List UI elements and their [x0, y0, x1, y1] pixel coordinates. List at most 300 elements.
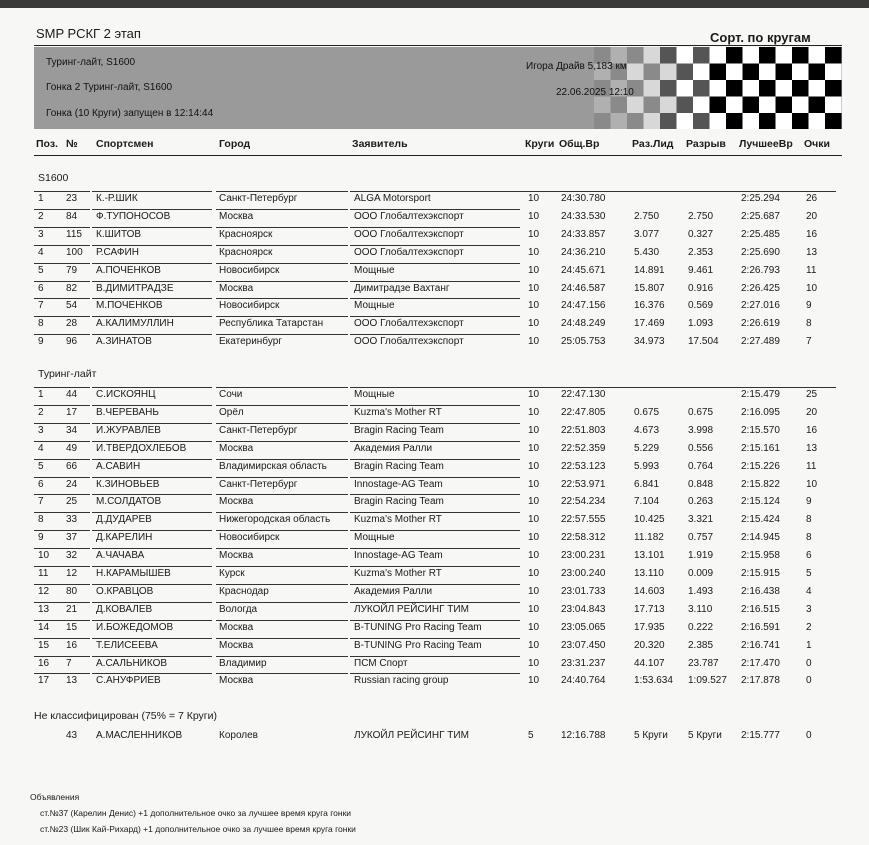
row-rule [64, 656, 90, 657]
cell-driver: Д.КАРЕЛИН [96, 532, 153, 544]
row-rule [92, 316, 212, 317]
table-row [0, 620, 869, 637]
cell-laps: 10 [528, 568, 540, 579]
row-rule [350, 584, 520, 585]
row-rule [92, 245, 212, 246]
cell-pos: 8 [38, 318, 44, 330]
table-row [0, 281, 869, 298]
row-rule [64, 191, 90, 192]
cell-points: 2 [806, 621, 812, 633]
row-rule [64, 263, 90, 264]
table-row [0, 245, 869, 262]
cell-city: Москва [219, 639, 254, 651]
cell-entrant: Академия Ралли [354, 585, 433, 597]
cell-no: 7 [66, 657, 72, 669]
row-rule [520, 191, 836, 192]
cell-total: 24:40.764 [561, 675, 606, 687]
announcement-line-2: ст.№23 (Шик Кай-Рихард) +1 дополнительное очко за лучшее время круга гонки [40, 824, 356, 834]
row-rule [34, 191, 64, 192]
row-rule [34, 566, 64, 567]
row-rule [216, 477, 348, 478]
cell-city: Королев [219, 730, 258, 741]
row-rule [92, 459, 212, 460]
date-line: 22.06.2025 12:10 [556, 87, 634, 98]
cell-total: 23:00.240 [561, 568, 606, 579]
cell-points: 25 [806, 389, 818, 400]
cell-no: 37 [66, 532, 78, 544]
cell-total: 24:48.249 [561, 318, 606, 330]
cell-entrant: Димитрадзе Вахтанг [354, 282, 450, 294]
cell-pos: 4 [38, 246, 44, 258]
cell-entrant: ООО Глобалтехэкспорт [354, 318, 464, 330]
table-row [0, 602, 869, 619]
cell-pos: 14 [38, 621, 50, 633]
cell-entrant: ООО Глобалтехэкспорт [354, 210, 464, 222]
row-rule [92, 227, 212, 228]
cell-no: 54 [66, 300, 78, 312]
row-rule [64, 584, 90, 585]
row-rule [350, 638, 520, 639]
cell-points: 11 [806, 264, 817, 276]
row-rule [216, 656, 348, 657]
cell-best: 2:14.945 [741, 532, 780, 544]
cell-points: 20 [806, 406, 818, 418]
cell-no: 79 [66, 264, 78, 276]
cell-gap: 0.263 [688, 496, 714, 508]
cell-entrant: Russian racing group [354, 675, 449, 687]
cell-city: Краснодар [219, 585, 269, 597]
cell-best: 2:15.124 [741, 496, 780, 508]
cell-no: 49 [66, 442, 78, 454]
row-rule [350, 387, 520, 388]
table-row [0, 656, 869, 673]
cell-points: 10 [806, 478, 818, 490]
col-city: Город [219, 138, 251, 150]
table-row [0, 512, 869, 529]
cell-city: Санкт-Петербург [219, 478, 298, 490]
cell-total: 23:31.237 [561, 657, 606, 669]
cell-gap-leader: 14.603 [634, 585, 665, 597]
announcement-line-1: ст.№37 (Карелин Денис) +1 дополнительное очко за лучшее время круга гонки [40, 808, 352, 818]
row-rule [216, 673, 348, 674]
cell-driver: К.ЗИНОВЬЕВ [96, 478, 160, 490]
cell-points: 16 [806, 424, 818, 436]
cell-driver: Т.ЕЛИСЕЕВА [96, 639, 158, 651]
cell-pos: 1 [38, 389, 44, 400]
cell-best: 2:26.425 [741, 282, 780, 294]
cell-best: 2:25.690 [741, 246, 780, 258]
col-total: Общ.Вр [559, 138, 600, 150]
col-entrant: Заявитель [352, 138, 408, 150]
cell-pos: 5 [38, 460, 44, 472]
cell-pos: 3 [38, 424, 44, 436]
cell-points: 10 [806, 282, 818, 294]
cell-driver: А.САВИН [96, 460, 141, 472]
cell-best: 2:25.485 [741, 228, 780, 240]
cell-city: Новосибирск [219, 264, 280, 276]
cell-gap-leader: 4.673 [634, 424, 660, 436]
cell-gap: 17.504 [688, 336, 719, 348]
row-rule [34, 405, 64, 406]
cell-gap: 9.461 [688, 264, 714, 276]
row-rule [92, 602, 212, 603]
cell-entrant: ООО Глобалтехэкспорт [354, 228, 464, 240]
cell-gap-leader: 5.993 [634, 460, 660, 472]
cell-gap: 0.569 [688, 300, 714, 312]
table-row [0, 548, 869, 565]
row-rule [92, 656, 212, 657]
track-line: Игора Драйв 5,183 км [526, 61, 627, 72]
cell-best: 2:15.958 [741, 550, 780, 562]
cell-points: 7 [806, 336, 812, 348]
table-row [0, 566, 869, 583]
cell-no: 25 [66, 496, 78, 508]
cell-gap: 0.556 [688, 442, 714, 454]
row-rule [92, 191, 212, 192]
cell-gap-leader: 6.841 [634, 478, 660, 490]
cell-gap-leader: 34.973 [634, 336, 665, 348]
cell-city: Москва [219, 442, 254, 454]
row-rule [64, 209, 90, 210]
cell-driver: А.ЗИНАТОВ [96, 336, 152, 348]
row-rule [216, 387, 348, 388]
cell-gap: 2.750 [688, 210, 714, 222]
cell-gap: 0.757 [688, 532, 714, 544]
row-rule [34, 334, 64, 335]
cell-gap: 3.321 [688, 514, 714, 526]
cell-laps: 10 [528, 424, 540, 436]
cell-pos: 10 [38, 550, 50, 562]
cell-entrant: ООО Глобалтехэкспорт [354, 336, 464, 348]
cell-no: 96 [66, 336, 78, 348]
row-rule [92, 263, 212, 264]
cell-best: 2:15.479 [741, 389, 780, 400]
cell-gap: 3.998 [688, 424, 714, 436]
race-info-band [34, 47, 842, 129]
row-rule [64, 298, 90, 299]
cell-entrant: Мощные [354, 300, 395, 312]
cell-laps: 10 [528, 585, 540, 597]
cell-no: 17 [66, 406, 78, 418]
cell-city: Орёл [219, 406, 244, 418]
cell-gap-leader: 3.077 [634, 228, 660, 240]
group-title-s1600: S1600 [38, 172, 69, 184]
table-row [0, 459, 869, 476]
cell-gap-leader: 5 Круги [634, 730, 668, 741]
cell-driver: А.ЧАЧАВА [96, 550, 145, 562]
row-rule [64, 512, 90, 513]
cell-gap: 1.919 [688, 550, 714, 562]
cell-best: 2:16.515 [741, 603, 780, 615]
cell-pos: 1 [38, 193, 44, 204]
cell-city: Санкт-Петербург [219, 424, 298, 436]
cell-best: 2:16.438 [741, 585, 780, 597]
cell-no: 82 [66, 282, 78, 294]
cell-city: Москва [219, 496, 254, 508]
cell-no: 43 [66, 730, 78, 741]
row-rule [92, 298, 212, 299]
table-row [0, 405, 869, 422]
cell-gap-leader: 11.182 [634, 532, 664, 544]
row-rule [34, 512, 64, 513]
row-rule [92, 512, 212, 513]
row-rule [64, 638, 90, 639]
cell-laps: 10 [528, 550, 540, 562]
row-rule [64, 441, 90, 442]
cell-best: 2:15.570 [741, 424, 780, 436]
cell-pos: 4 [38, 442, 44, 454]
cell-laps: 10 [528, 621, 540, 633]
table-row [0, 530, 869, 547]
cell-total: 24:45.671 [561, 264, 606, 276]
cell-best: 2:15.226 [741, 460, 780, 472]
row-rule [350, 620, 520, 621]
cell-best: 2:16.591 [741, 621, 780, 633]
cell-no: 23 [66, 193, 78, 204]
cell-gap-leader: 17.469 [634, 318, 665, 330]
cell-pos: 17 [38, 675, 50, 687]
cell-pos: 2 [38, 406, 44, 418]
cell-city: Красноярск [219, 246, 273, 258]
cell-city: Новосибирск [219, 532, 280, 544]
row-rule [350, 566, 520, 567]
cell-driver: В.ЧЕРЕВАНЬ [96, 406, 159, 418]
cell-gap: 1.093 [688, 318, 714, 330]
cell-laps: 10 [528, 406, 540, 418]
cell-city: Владимир [219, 657, 267, 669]
cell-pos: 7 [38, 300, 44, 312]
cell-city: Вологда [219, 603, 258, 615]
cell-no: 80 [66, 585, 78, 597]
row-rule [92, 584, 212, 585]
sort-label: Сорт. по кругам [710, 30, 811, 45]
cell-best: 2:25.687 [741, 210, 780, 222]
class-line: Туринг-лайт, S1600 [46, 57, 136, 68]
cell-city: Москва [219, 210, 254, 222]
cell-laps: 10 [528, 496, 540, 508]
cell-gap-leader: 2.750 [634, 210, 660, 222]
cell-city: Владимирская область [219, 460, 327, 472]
cell-gap-leader: 5.430 [634, 246, 660, 258]
cell-no: 33 [66, 514, 78, 526]
cell-laps: 10 [528, 228, 540, 240]
cell-pos: 9 [38, 532, 44, 544]
race-line: Гонка 2 Туринг-лайт, S1600 [46, 82, 173, 93]
cell-driver: И.БОЖЕДОМОВ [96, 621, 174, 633]
cell-total: 24:46.587 [561, 282, 606, 294]
row-rule [350, 459, 520, 460]
row-rule [34, 298, 64, 299]
cell-no: 100 [66, 246, 83, 258]
cell-best: 2:15.822 [741, 478, 780, 490]
cell-points: 13 [806, 246, 818, 258]
cell-total: 22:54.234 [561, 496, 606, 508]
col-laps: Круги [525, 138, 555, 150]
cell-best: 2:27.016 [741, 300, 780, 312]
table-row [0, 227, 869, 244]
cell-driver: А.ПОЧЕНКОВ [96, 264, 161, 276]
row-rule [34, 494, 64, 495]
cell-gap-leader: 13.101 [634, 550, 665, 562]
table-row [0, 209, 869, 226]
row-rule [64, 494, 90, 495]
cell-laps: 10 [528, 478, 540, 490]
cell-driver: Ф.ТУПОНОСОВ [96, 210, 171, 222]
row-rule [216, 459, 348, 460]
cell-points: 13 [806, 442, 818, 454]
cell-pos: 6 [38, 282, 44, 294]
row-rule [92, 530, 212, 531]
cell-entrant: Bragin Racing Team [354, 496, 444, 508]
row-rule [34, 281, 64, 282]
cell-driver: А.КАЛИМУЛЛИН [96, 318, 174, 330]
cell-pos: 6 [38, 478, 44, 490]
start-line: Гонка (10 Круги) запущен в 12:14:44 [46, 108, 214, 119]
cell-points: 20 [806, 210, 818, 222]
cell-gap-leader: 16.376 [634, 300, 665, 312]
cell-entrant: ЛУКОЙЛ РЕЙСИНГ ТИМ [354, 730, 469, 741]
cell-pos: 13 [38, 603, 50, 615]
row-rule [350, 227, 520, 228]
row-rule [216, 638, 348, 639]
row-rule [216, 227, 348, 228]
row-rule [92, 620, 212, 621]
row-rule [92, 334, 212, 335]
cell-best: 2:15.915 [741, 568, 780, 579]
cell-gap: 0.222 [688, 621, 714, 633]
cell-no: 28 [66, 318, 78, 330]
table-row [0, 477, 869, 494]
row-rule [34, 459, 64, 460]
row-rule [350, 673, 520, 674]
cell-driver: Д.КОВАЛЕВ [96, 603, 153, 615]
row-rule [216, 441, 348, 442]
cell-laps: 10 [528, 336, 540, 348]
row-rule [350, 656, 520, 657]
cell-entrant: Kuzma's Mother RT [354, 568, 442, 579]
row-rule [34, 673, 64, 674]
cell-gap: 2.385 [688, 639, 714, 651]
row-rule [64, 316, 90, 317]
cell-pos: 15 [38, 639, 50, 651]
cell-city: Санкт-Петербург [219, 193, 298, 204]
row-rule [350, 477, 520, 478]
cell-gap: 1:09.527 [688, 675, 727, 687]
cell-gap: 5 Круги [688, 730, 722, 741]
row-rule [34, 620, 64, 621]
header-rule [34, 45, 842, 46]
row-rule [34, 423, 64, 424]
row-rule [216, 263, 348, 264]
cell-total: 24:33.857 [561, 228, 606, 240]
cell-points: 1 [806, 639, 812, 651]
row-rule [64, 566, 90, 567]
cell-gap-leader: 7.104 [634, 496, 660, 508]
cell-driver: К.-Р.ШИК [96, 193, 138, 204]
row-rule [92, 405, 212, 406]
row-rule [92, 494, 212, 495]
cell-entrant: ЛУКОЙЛ РЕЙСИНГ ТИМ [354, 603, 469, 615]
cell-gap: 3.110 [688, 603, 713, 615]
cell-gap: 1.493 [688, 585, 714, 597]
row-rule [34, 227, 64, 228]
cell-driver: В.ДИМИТРАДЗЕ [96, 282, 174, 294]
cell-laps: 10 [528, 210, 540, 222]
cell-entrant: B-TUNING Pro Racing Team [354, 639, 482, 651]
table-row [0, 334, 869, 351]
cell-best: 2:16.741 [741, 639, 780, 651]
table-row [0, 263, 869, 280]
row-rule [64, 548, 90, 549]
cell-driver: С.АНУФРИЕВ [96, 675, 161, 687]
col-gap: Разрыв [686, 138, 726, 150]
row-rule [350, 298, 520, 299]
row-rule [34, 548, 64, 549]
cell-points: 0 [806, 657, 812, 669]
cell-driver: А.МАСЛЕННИКОВ [96, 730, 183, 741]
cell-laps: 10 [528, 657, 540, 669]
cell-laps: 10 [528, 442, 540, 454]
cell-city: Красноярск [219, 228, 273, 240]
cell-no: 84 [66, 210, 78, 222]
cell-laps: 10 [528, 532, 540, 544]
row-rule [64, 405, 90, 406]
table-row [0, 191, 869, 208]
cell-total: 24:36.210 [561, 246, 606, 258]
row-rule [34, 387, 64, 388]
cell-entrant: Bragin Racing Team [354, 460, 444, 472]
row-rule [34, 584, 64, 585]
row-rule [34, 316, 64, 317]
cell-best: 2:17.470 [741, 657, 780, 669]
cell-driver: Н.КАРАМЫШЕВ [96, 568, 171, 579]
row-rule [216, 566, 348, 567]
not-classified-title: Не классифицирован (75% = 7 Круги) [34, 710, 217, 722]
cell-driver: А.САЛЬНИКОВ [96, 657, 168, 669]
row-rule [64, 673, 90, 674]
row-rule [34, 530, 64, 531]
col-gap-leader: Раз.Лид [632, 138, 674, 150]
cell-laps: 10 [528, 264, 540, 276]
cell-pos: 9 [38, 336, 44, 348]
cell-city: Москва [219, 550, 254, 562]
cell-points: 8 [806, 532, 812, 544]
cell-best: 2:15.777 [741, 730, 780, 741]
announcements [30, 792, 356, 840]
cell-points: 5 [806, 568, 812, 579]
cell-no: 13 [66, 675, 78, 687]
row-rule [34, 638, 64, 639]
row-rule [350, 281, 520, 282]
cell-entrant: Innostage-AG Team [354, 478, 443, 490]
row-rule [350, 530, 520, 531]
row-rule [64, 530, 90, 531]
cell-city: Курск [219, 568, 245, 579]
column-header-rule [34, 155, 842, 156]
scanner-top-edge [0, 0, 869, 8]
cell-driver: Р.САФИН [96, 246, 139, 258]
cell-gap: 0.916 [688, 282, 714, 294]
row-rule [64, 227, 90, 228]
cell-total: 23:05.065 [561, 621, 606, 633]
table-row [0, 494, 869, 511]
cell-total: 22:58.312 [561, 532, 606, 544]
cell-total: 22:52.359 [561, 442, 606, 454]
row-rule [64, 334, 90, 335]
cell-entrant: Мощные [354, 264, 395, 276]
cell-points: 6 [806, 550, 812, 562]
cell-entrant: Bragin Racing Team [354, 424, 444, 436]
